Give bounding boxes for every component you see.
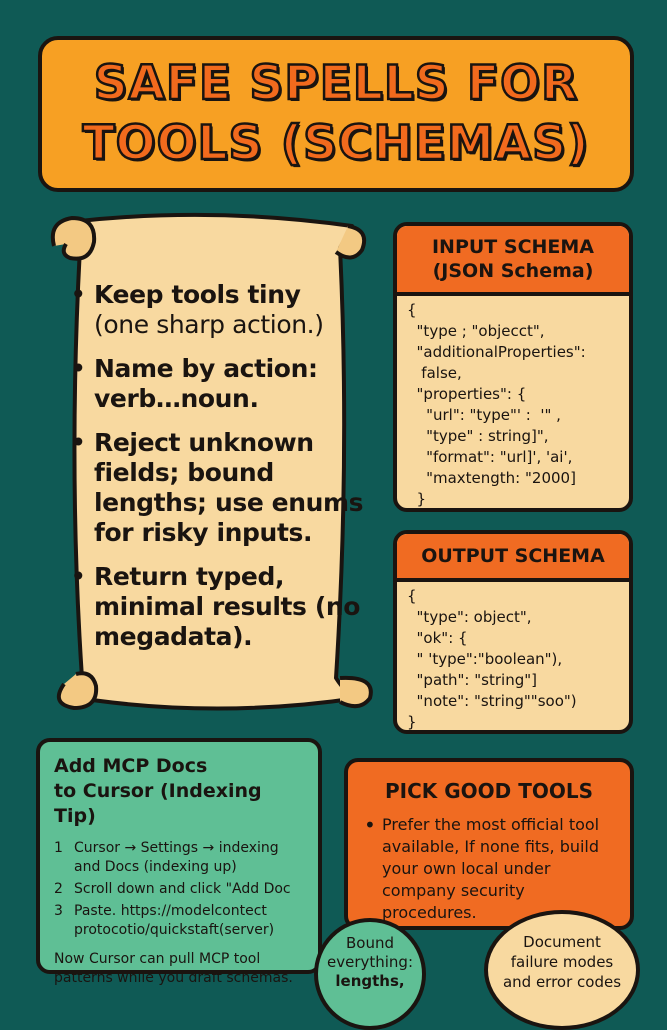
list-item: • Keep tools tiny (one sharp action.) <box>70 280 370 340</box>
list-item: 1 Cursor → Settings → indexing and Docs (indexing up) <box>54 840 279 875</box>
input-schema-code: { "type ; "objecct", "additionalProperties": false, "properties": { "url": "type"' : '" , "type" : string]", "format": "url]', 'ai', "maxtength: "2000] } <box>407 301 586 508</box>
document-failure-bubble: Document failure modes and error codes <box>484 910 640 1030</box>
list-item: 2 Scroll down and click "Add Doc <box>54 881 291 897</box>
scroll-tips-list <box>70 280 370 666</box>
docs-steps <box>54 839 304 940</box>
pick-text: • Prefer the most official tool available, If none fits, build your own local under company security procedures. <box>364 814 614 924</box>
input-schema-header <box>397 226 629 296</box>
output-schema-code: { "type": object", "ok": { " 'type":"boolean"), "path": "string"] "note": "string""soo") } <box>407 587 577 731</box>
list-item: • Name by action: verb…noun. <box>70 354 370 414</box>
input-schema-title: INPUT SCHEMA <box>431 236 595 258</box>
list-item: • Return typed, minimal results (no megadata). <box>70 562 370 652</box>
docs-title: Add MCP Docs to Cursor (Indexing Tip) <box>54 755 262 827</box>
input-schema-subtitle: (JSON Schema) <box>432 260 594 282</box>
output-schema-card <box>393 530 633 734</box>
list-item: • Reject unknown fields; bound lengths; use enums for risky inputs. <box>70 428 370 548</box>
title-banner <box>38 36 634 192</box>
output-schema-header: OUTPUT SCHEMA <box>397 534 629 582</box>
input-schema-card <box>393 222 633 512</box>
mcp-docs-card <box>36 738 322 986</box>
title-line-1: SAFE SPELLS FOR <box>93 56 579 111</box>
pick-title: PICK GOOD TOOLS <box>384 779 594 803</box>
docs-note: Now Cursor can pull MCP tool patterns while you draft schemas. <box>54 951 293 986</box>
pick-good-tools-card <box>344 758 634 930</box>
list-item: 3 Paste. https://modelcontect protocotio/quickstaft(server) <box>54 903 275 938</box>
bound-everything-bubble: Bound everything: lengths, <box>314 918 426 1030</box>
title-line-2: TOOLS (SCHEMAS) <box>82 116 590 171</box>
